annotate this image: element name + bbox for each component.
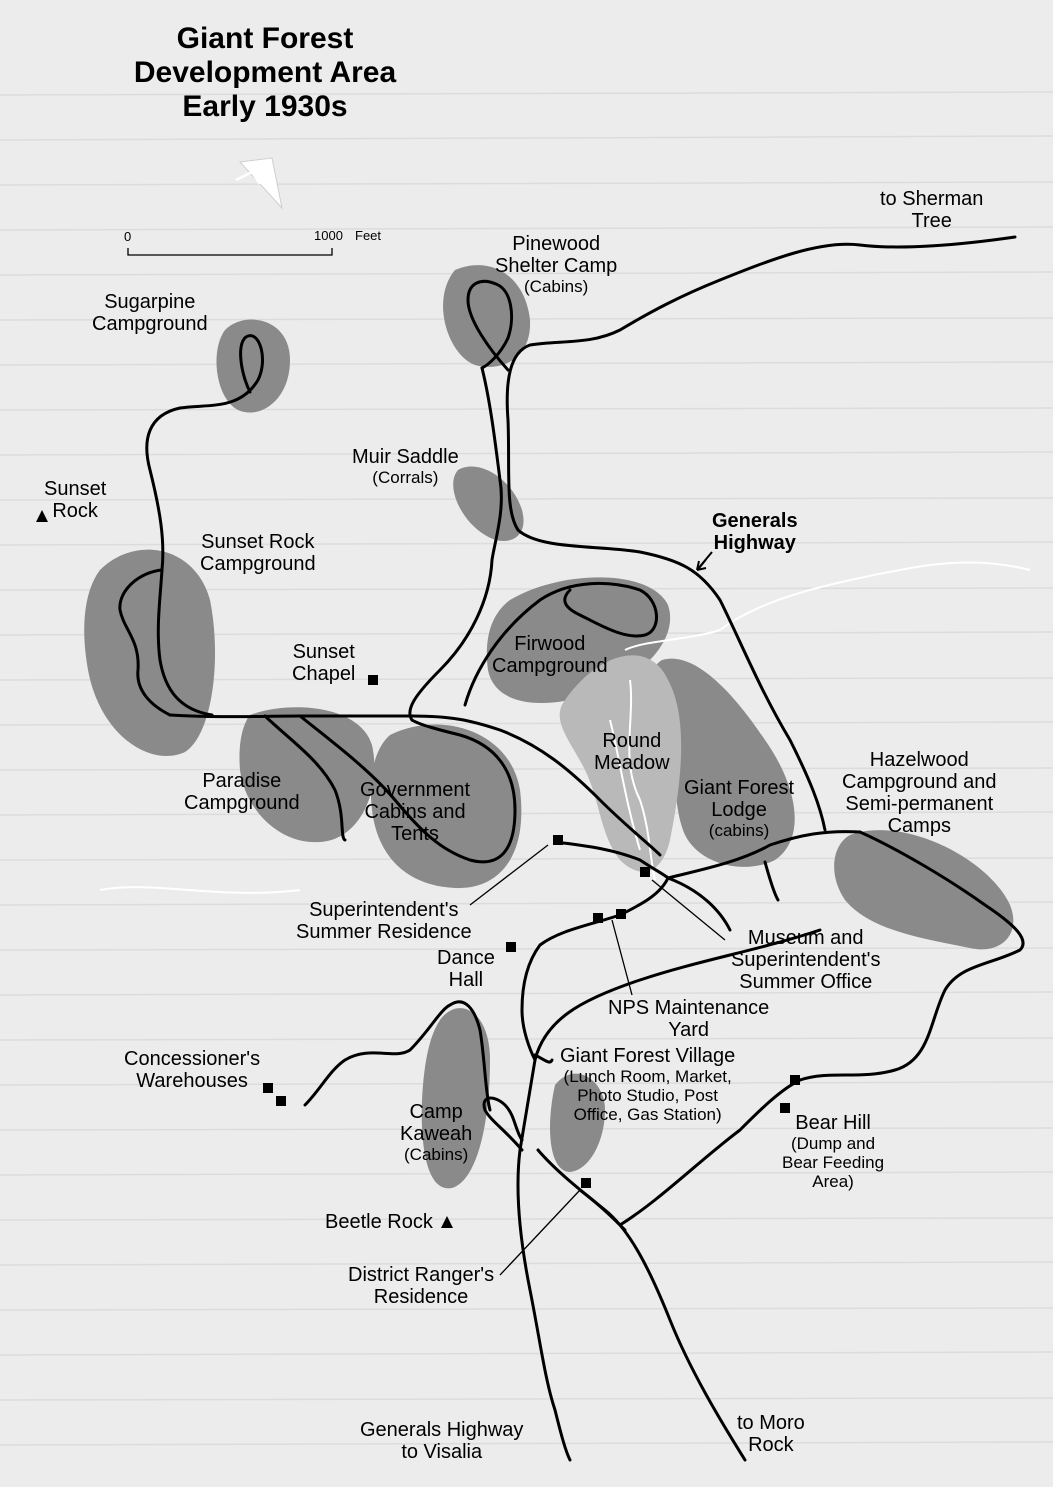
label-line: Muir Saddle [352, 446, 459, 468]
label-camp-kaweah [400, 1101, 472, 1164]
label-to-visalia [360, 1419, 523, 1463]
square-building-icon [593, 913, 603, 923]
label-line: Kaweah [400, 1123, 473, 1145]
label-line: Summer Office [739, 971, 873, 993]
label-line: District Ranger's [348, 1264, 495, 1286]
label-line: Chapel [292, 663, 356, 685]
label-line: Generals Highway [360, 1419, 524, 1441]
road-village-link [535, 1055, 552, 1062]
label-line: Camp [409, 1101, 463, 1123]
label-line: Campground [92, 313, 208, 335]
label-line: Firwood [514, 633, 586, 655]
road-to-moro [538, 1150, 745, 1460]
scale-bar [128, 248, 332, 255]
label-line: Campground and [842, 771, 997, 793]
label-paradise [184, 770, 300, 814]
label-line: Sugarpine [104, 291, 196, 313]
label-line: Giant Forest Village [560, 1045, 736, 1067]
label-generals-highway [712, 510, 798, 554]
label-giant-forest-village [560, 1045, 735, 1124]
label-line: Camps [887, 815, 951, 837]
label-line: Rock [52, 500, 98, 522]
road-fork [580, 1190, 625, 1230]
scale-unit: Feet [355, 228, 382, 243]
label-government-cabins [360, 779, 470, 845]
square-building-icon [506, 942, 516, 952]
label-bear-hill [782, 1112, 884, 1191]
label-sub: Office, Gas Station) [573, 1105, 722, 1124]
label-sub: (Lunch Room, Market, [563, 1067, 732, 1086]
square-building-icon [276, 1096, 286, 1106]
label-line: Campground [200, 553, 316, 575]
label-muir-saddle [352, 446, 459, 487]
generals-highway-arrow-icon [697, 552, 712, 570]
label-line: Sunset [44, 478, 107, 500]
square-building-icon [790, 1075, 800, 1085]
label-line: Meadow [594, 752, 670, 774]
label-dance-hall [437, 947, 495, 991]
label-sub: Bear Feeding [782, 1153, 885, 1172]
label-line: Superintendent's [309, 899, 459, 921]
label-line: to Sherman [880, 188, 984, 210]
label-line: Yard [668, 1019, 709, 1041]
label-line: Summer Residence [296, 921, 472, 943]
label-line: Rock [748, 1434, 794, 1456]
label-line: Generals [712, 510, 798, 532]
label-firwood [492, 633, 608, 677]
label-line: Concessioner's [124, 1048, 261, 1070]
label-to-moro-rock [737, 1412, 805, 1456]
scale-zero: 0 [124, 229, 132, 244]
label-line: Campground [492, 655, 608, 677]
label-line: Highway [713, 532, 796, 554]
area-muir-saddle [453, 466, 523, 541]
square-building-icon [553, 835, 563, 845]
label-sub: (Cabins) [524, 277, 589, 296]
label-line: to Moro [737, 1412, 805, 1434]
road-lodge-connector [765, 862, 778, 900]
label-line: Warehouses [136, 1070, 248, 1092]
label-sunset-chapel [292, 641, 355, 685]
label-sunset-rock-campground [200, 531, 316, 575]
label-line: Hall [448, 969, 484, 991]
label-line: Semi-permanent [845, 793, 994, 815]
label-sub: (Corrals) [372, 468, 439, 487]
label-sub: Area) [812, 1172, 854, 1191]
label-line: Government [360, 779, 471, 801]
triangle-peak-icon [441, 1216, 453, 1228]
map-title-line: Giant Forest [176, 22, 354, 55]
label-line: Paradise [202, 770, 282, 792]
label-line: to Visalia [401, 1441, 483, 1463]
label-line: Residence [373, 1286, 469, 1308]
label-district-ranger [348, 1264, 494, 1308]
label-to-sherman-tree [880, 188, 983, 232]
label-round-meadow [594, 730, 670, 774]
square-building-icon [616, 909, 626, 919]
label-line: Lodge [711, 799, 767, 821]
map-title-line: Early 1930s [182, 90, 348, 123]
label-museum [731, 927, 880, 993]
label-beetle-rock [325, 1211, 433, 1233]
label-line: Tree [911, 210, 952, 232]
label-hazelwood [842, 749, 997, 837]
label-sugarpine [92, 291, 208, 335]
label-line: Campground [184, 792, 300, 814]
label-line: Dance [437, 947, 495, 969]
scale-max: 1000 [314, 228, 343, 243]
area-sugarpine [216, 320, 290, 413]
label-line: Beetle Rock [325, 1211, 433, 1233]
north-arrow-icon [236, 158, 282, 208]
label-line: Bear Hill [795, 1112, 871, 1134]
label-sub: (cabins) [708, 821, 770, 840]
label-line: Cabins and [364, 801, 466, 823]
label-pinewood [495, 233, 617, 296]
label-line: Museum and [747, 927, 864, 949]
label-line: Round [602, 730, 662, 752]
label-line: Pinewood [512, 233, 601, 255]
road-hub-south [668, 878, 730, 930]
label-sub: (Dump and [790, 1134, 876, 1153]
label-giant-forest-lodge [684, 777, 794, 840]
square-building-icon [263, 1083, 273, 1093]
square-building-icon [368, 675, 378, 685]
label-line: Giant Forest [684, 777, 795, 799]
map-title-line: Development Area [133, 56, 397, 89]
label-sunset-rock [44, 478, 106, 522]
label-nps-maintenance [608, 997, 769, 1041]
label-superintendent-residence [296, 899, 472, 943]
label-line: Hazelwood [869, 749, 969, 771]
map-title [100, 22, 430, 124]
label-sub: Photo Studio, Post [577, 1086, 719, 1105]
square-building-icon [581, 1178, 591, 1188]
label-line: Sunset Rock [201, 531, 315, 553]
label-line: NPS Maintenance [608, 997, 770, 1019]
label-sub: (Cabins) [404, 1145, 469, 1164]
label-concessioner [124, 1048, 260, 1092]
label-line: Shelter Camp [495, 255, 618, 277]
square-building-icon [640, 867, 650, 877]
label-line: Tents [391, 823, 439, 845]
label-line: Sunset [292, 641, 355, 663]
label-line: Superintendent's [731, 949, 881, 971]
